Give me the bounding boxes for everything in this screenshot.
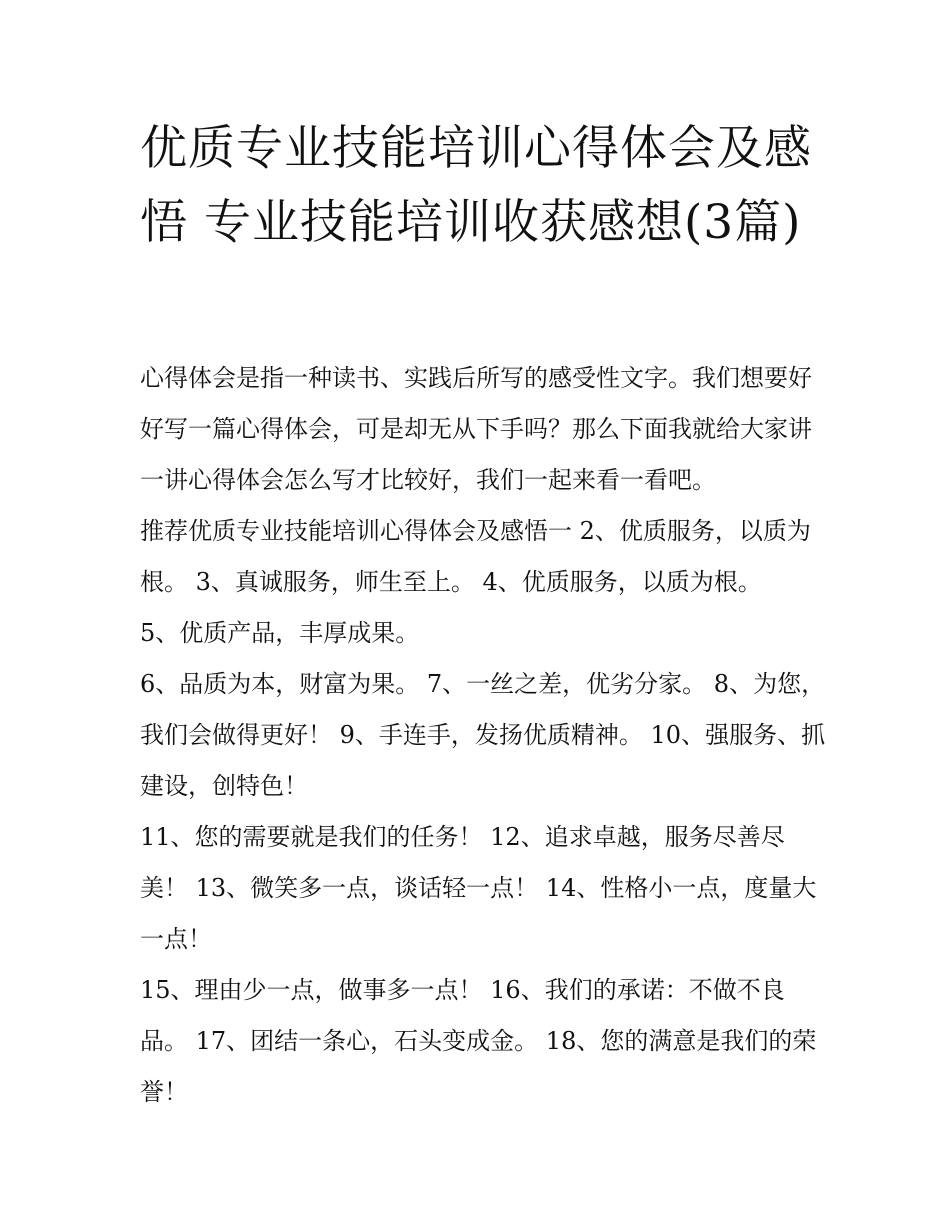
document-title: 优质专业技能培训心得体会及感悟 专业技能培训收获感想(3篇) <box>140 121 812 250</box>
paragraph-slogans-4: 11、您的需要就是我们的任务！ 12、追求卓越，服务尽善尽美！ 13、微笑多一点，谈话轻一点！ 14、性格小一点，度量大一点！ <box>140 823 817 953</box>
paragraph-slogans-1: 推荐优质专业技能培训心得体会及感悟一 2、优质服务，以质为根。 3、真诚服务，师生至上。 4、优质服务，以质为根。 <box>140 517 811 596</box>
paragraph-slogans-2: 5、优质产品，丰厚成果。 <box>140 619 420 647</box>
paragraph-intro: 心得体会是指一种读书、实践后所写的感受性文字。我们想要好好写一篇心得体会，可是却无从下手吗？那么下面我就给大家讲一讲心得体会怎么写才比较好，我们一起来看一看吧。 <box>140 364 812 494</box>
document-body <box>140 353 830 1118</box>
paragraph-slogans-5: 15、理由少一点，做事多一点！ 16、我们的承诺：不做不良品。 17、团结一条心，石头变成金。 18、您的满意是我们的荣誉！ <box>140 976 817 1106</box>
paragraph-slogans-3: 6、品质为本，财富为果。 7、一丝之差，优劣分家。 8、为您，我们会做得更好！ 9、手连手，发扬优质精神。 10、强服务、抓建设，创特色！ <box>140 670 826 800</box>
